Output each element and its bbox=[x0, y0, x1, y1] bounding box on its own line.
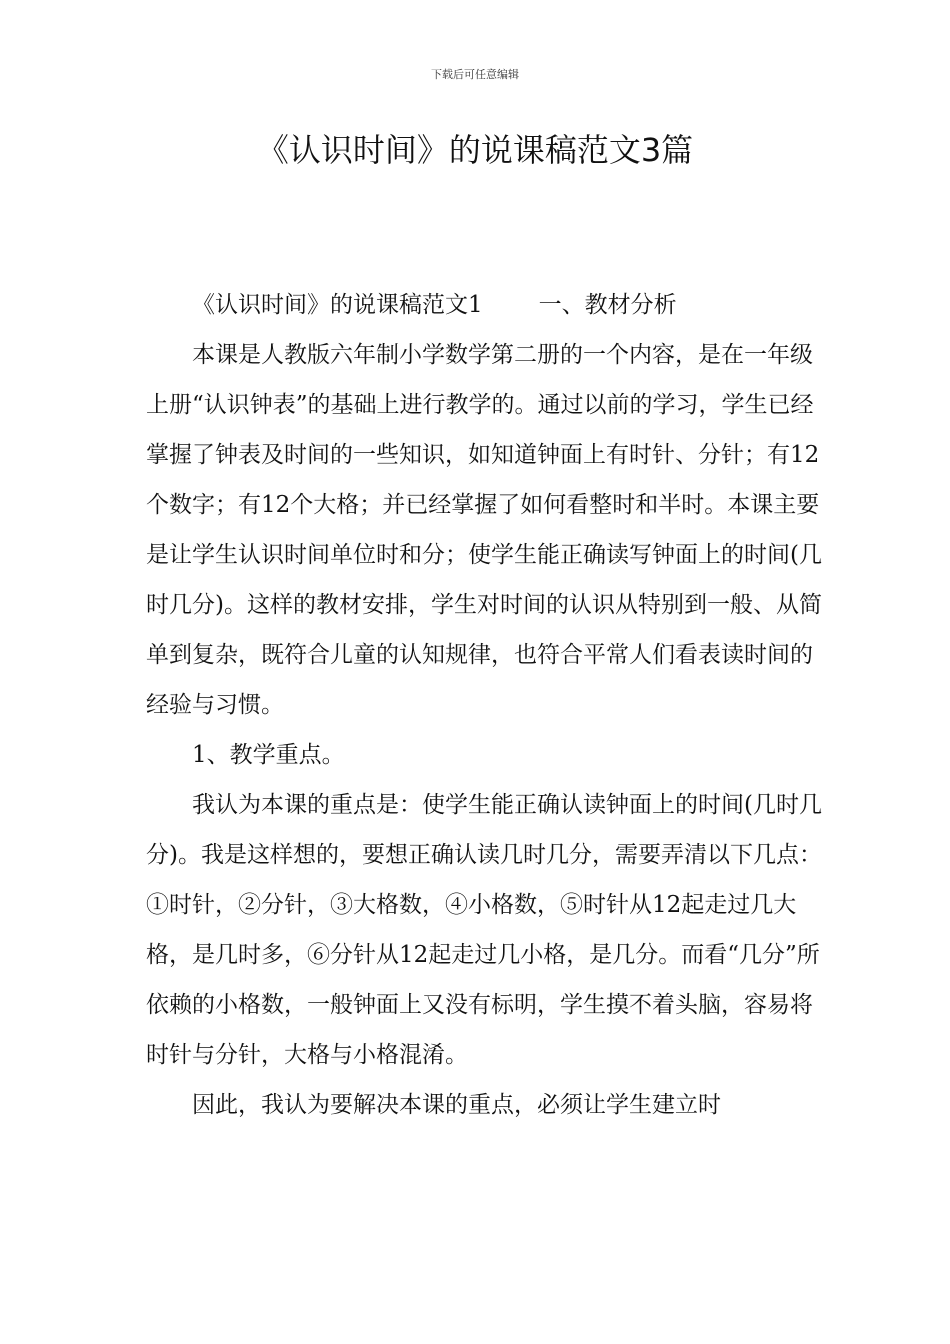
subheading-teaching-focus: 1、教学重点。 bbox=[192, 742, 345, 768]
document-title: 《认识时间》的说课稿范文3篇 bbox=[256, 131, 694, 169]
page-header-note: 下载后可任意编辑 bbox=[431, 68, 519, 81]
section-heading: 一、教材分析 bbox=[538, 292, 677, 318]
paragraph-conclusion: 因此，我认为要解决本课的重点，必须让学生建立时 bbox=[192, 1092, 721, 1118]
document-body bbox=[146, 280, 826, 1130]
intro-line bbox=[146, 280, 826, 330]
paragraph-material-analysis: 本课是人教版六年制小学数学第二册的一个内容，是在一年级上册“认识钟表”的基础上进行教学的。通过以前的学习，学生已经掌握了钟表及时间的一些知识，如知道钟面上有时针、分针；有12个数字；有12个大格；并已经掌握了如何看整时和半时。本课主要是让学生认识时间单位时和分；使学生能正确读写钟面上的时间(几时几分)。这样的教材安排，学生对时间的认识从特别到一般、从简单到复杂，既符合儿童的认知规律，也符合平常人们看表读时间的经验与习惯。 bbox=[146, 342, 822, 718]
doc-label: 《认识时间》的说课稿范文1 bbox=[192, 292, 483, 318]
paragraph-teaching-focus: 我认为本课的重点是：使学生能正确认读钟面上的时间(几时几分)。我是这样想的，要想正确认读几时几分，需要弄清以下几点：①时针，②分针，③大格数，④小格数，⑤时针从12起走过几大格，是几时多，⑥分针从12起走过几小格，是几分。而看“几分”所依赖的小格数，一般钟面上又没有标明，学生摸不着头脑，容易将时针与分针，大格与小格混淆。 bbox=[146, 792, 822, 1068]
